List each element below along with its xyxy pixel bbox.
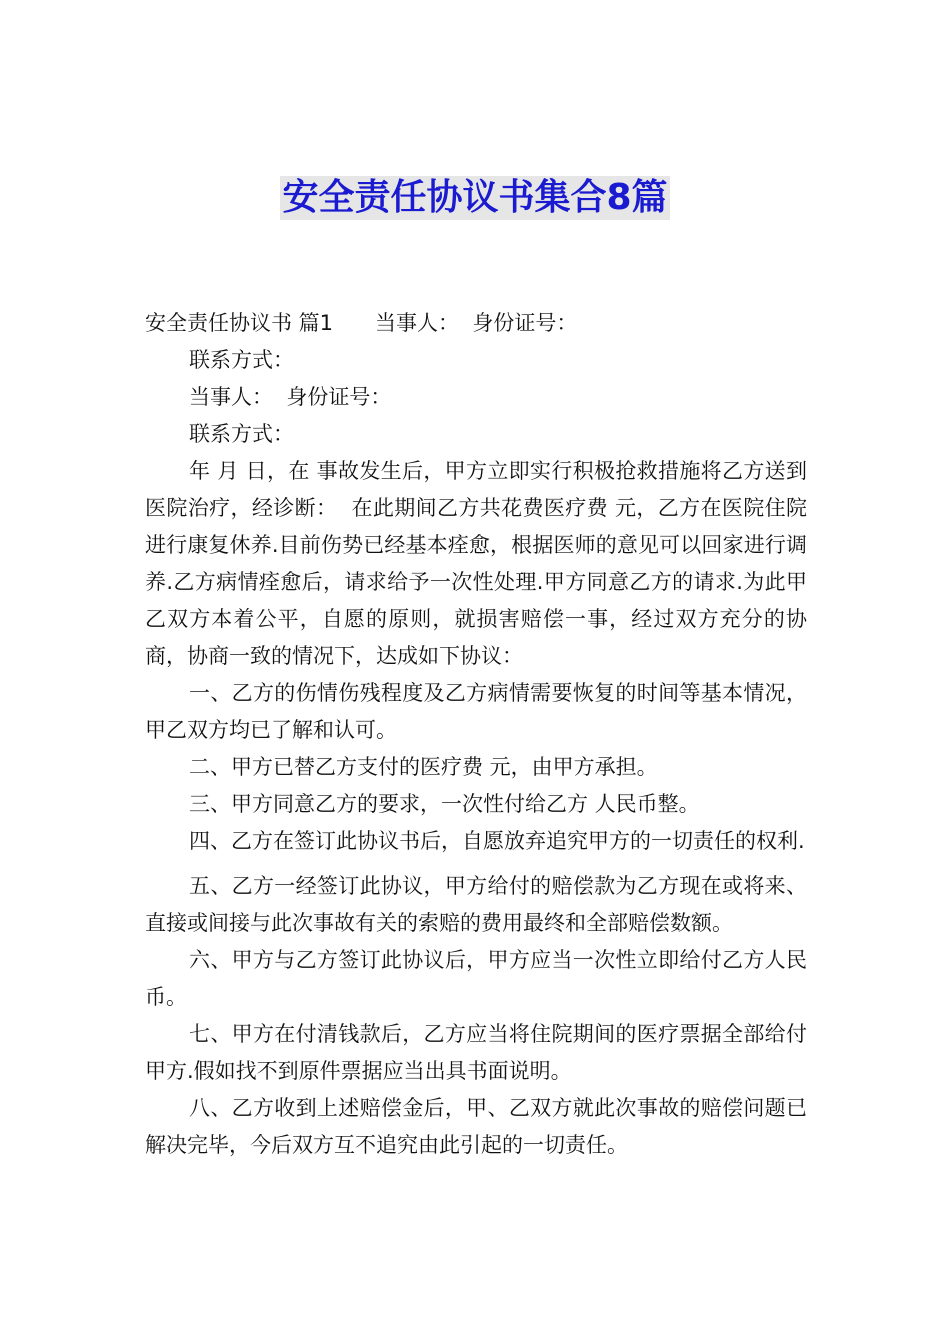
document-body [145, 305, 814, 1164]
paragraph-contact-2: 联系方式： [189, 422, 294, 446]
paragraph-clause-4: 四、乙方在签订此协议书后，自愿放弃追究甲方的一切责任的权利. [189, 829, 805, 853]
paragraph-contact-1: 联系方式： [189, 348, 294, 372]
paragraph-clause-3: 三、甲方同意乙方的要求，一次性付给乙方 人民币整。 [189, 792, 700, 816]
paragraph-clause-8: 八、乙方收到上述赔偿金后，甲、乙双方就此次事故的赔偿问题已解决完毕，今后双方互不追究由此引起的一切责任。 [145, 1096, 807, 1157]
paragraph-clause-7: 七、甲方在付清钱款后，乙方应当将住院期间的医疗票据全部给付甲方.假如找不到原件票据应当出具书面说明。 [145, 1022, 807, 1083]
paragraph-clause-5: 五、乙方一经签订此协议，甲方给付的赔偿款为乙方现在或将来、直接或间接与此次事故有关的索赔的费用最终和全部赔偿数额。 [145, 874, 807, 935]
paragraph-clause-1: 一、乙方的伤情伤残程度及乙方病情需要恢复的时间等基本情况，甲乙双方均已了解和认可。 [145, 681, 807, 742]
paragraph-heading-parties: 安全责任协议书 篇1 当事人： 身份证号： [145, 311, 578, 335]
paragraph-party-2: 当事人： 身份证号： [189, 385, 392, 409]
document-title: 安全责任协议书集合8篇 [282, 177, 668, 218]
paragraph-clause-6: 六、甲方与乙方签订此协议后，甲方应当一次性立即给付乙方人民币。 [145, 948, 807, 1009]
paragraph-clause-2: 二、甲方已替乙方支付的医疗费 元，由甲方承担。 [189, 755, 658, 779]
title-container [0, 176, 950, 220]
paragraph-incident: 年 月 日，在 事故发生后，甲方立即实行积极抢救措施将乙方送到 医院治疗，经诊断： 在此期间乙方共花费医疗费 元，乙方在医院住院进行康复休养.目前伤势已经基本痊愈，根据医师的意见可以回家进行调养.乙方病情痊愈后，请求给予一次性处理.甲方同意乙方的请求.为此甲乙双方本着公平，自愿的原则，就损害赔偿一事，经过双方充分的协商，协商一致的情况下，达成如下协议： [145, 459, 814, 668]
